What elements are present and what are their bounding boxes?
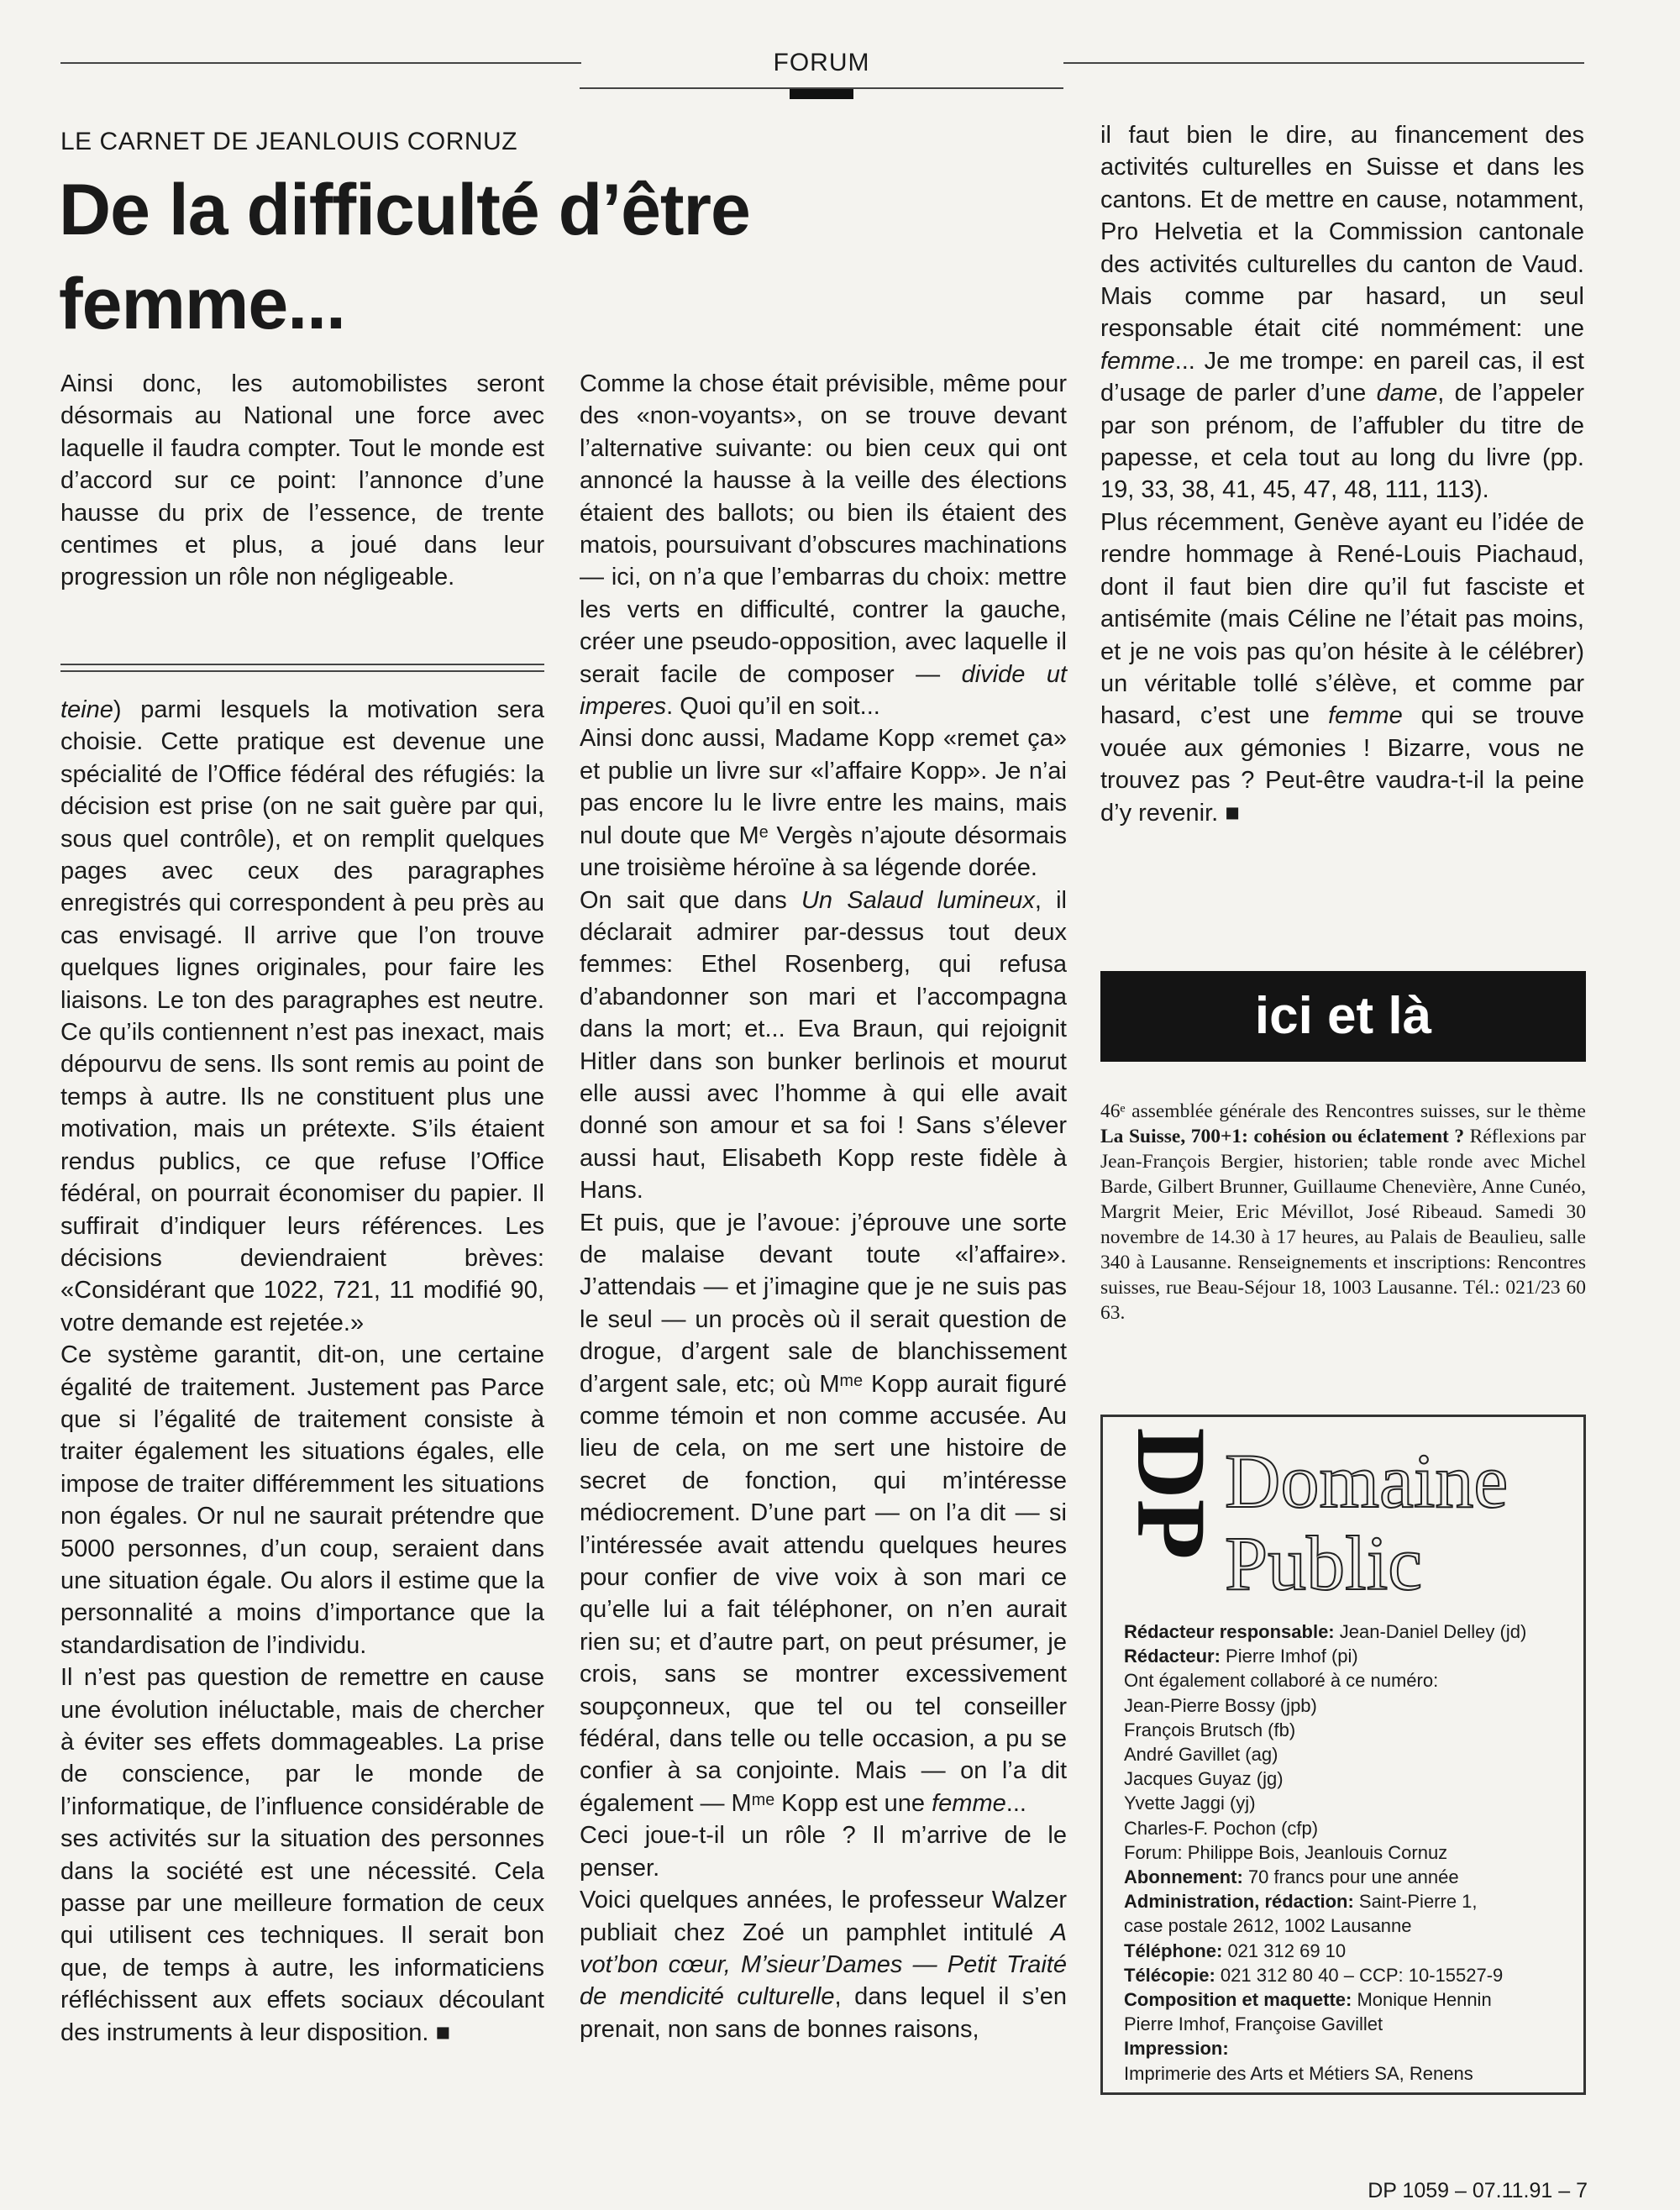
impressum-value: Pierre Imhof (pi) <box>1220 1646 1358 1667</box>
column-break-rule <box>60 664 544 665</box>
text: qui se trouve vouée aux gémonies ! Bizarre, vous ne trouvez pas ? Peut-être vaudra-t-il la peine d’y revenir. ■ <box>1100 702 1584 827</box>
column-2 <box>580 368 1067 2045</box>
impressum-value: 021 312 69 10 <box>1222 1940 1347 1961</box>
text: Réflexions par Jean-François Bergier, historien; table ronde avec Michel Barde, Gilbert Brunner, Guillaume Chenevière, Anne Cunéo, Margrit Meier, Eric Mévillot, José Ribeaud. Samedi 30 novembre de 14.30 à 17 heures, au Palais de Beaulieu, salle 340 à Lausanne. Renseignements et inscriptions: Rencontres suisses, rue Beau-Séjour 18, 1003 Lausanne. Tél.: 021/23 60 63. <box>1100 1126 1586 1324</box>
impressum-line <box>1124 1718 1578 1742</box>
dp-letters-text: DP <box>1116 1427 1226 1560</box>
impressum-label: Abonnement: <box>1124 1866 1243 1888</box>
impressum-line <box>1124 1816 1578 1840</box>
column-1-intro <box>60 368 544 594</box>
text: On sait que dans <box>580 886 801 914</box>
impressum-line <box>1124 1791 1578 1815</box>
column-3 <box>1100 119 1584 829</box>
top-rule-right <box>1063 62 1584 64</box>
top-rule-left <box>60 62 581 64</box>
paragraph <box>1100 507 1584 829</box>
impressum-value: François Brutsch (fb) <box>1124 1719 1296 1740</box>
impressum-value: Jean-Pierre Bossy (jpb) <box>1124 1694 1317 1716</box>
text: ... <box>1005 1789 1026 1817</box>
impressum-value: Saint-Pierre 1, <box>1353 1891 1478 1913</box>
column-break-rule <box>60 670 544 672</box>
impressum-line <box>1124 2012 1578 2036</box>
page-footer: DP 1059 – 07.11.91 – 7 <box>1368 2179 1588 2202</box>
impressum-line <box>1124 1693 1578 1718</box>
ici-et-la-banner: ici et là <box>1100 971 1586 1062</box>
domaine-public-logo <box>1220 1438 1572 1606</box>
impressum-line <box>1124 1668 1578 1693</box>
impressum-value: Charles-F. Pochon (cfp) <box>1124 1817 1319 1839</box>
impressum-line <box>1124 1619 1578 1644</box>
paragraph: Ce système garantit, dit-on, une certaine égalité de traitement. Justement pas Parce que si l’égalité de traitement consiste à traiter également les situations égales, elle impose de traiter différemment les situations non égales. Or nul ne saurait prétendre que 5000 personnes, d’un coup, seraient dans une situation égale. Ou alors il estime que la personnalité a moins d’importance que la standardisation de l’individu. <box>60 1341 544 1659</box>
impressum-label: Rédacteur: <box>1124 1646 1221 1667</box>
text: il faut bien le dire, au financement des activités culturelles en Suisse et dans les cantons. Et de mettre en cause, notamment, Pro Helvetia et la Commission cantonale des activités culturelles du canton de Vaud. Mais comme par hasard, un seul responsable était cité nommément: une <box>1100 122 1584 343</box>
headline: De la difficulté d’être femme... <box>59 170 750 344</box>
paragraph: Ainsi donc aussi, Madame Kopp «remet ça» et publie un livre sur «l’affaire Kopp». Je n’ai pas encore lu le livre entre les mains, mais nul doute que Mᵉ Vergès n’ajoute désormais une troisième héroïne à sa légende dorée. <box>580 725 1067 882</box>
text: . Quoi qu’il en soit... <box>666 693 880 721</box>
impressum-line <box>1124 1987 1578 2012</box>
impressum-label: Téléphone: <box>1124 1940 1223 1961</box>
impressum-label: Composition et maquette: <box>1124 1989 1352 2011</box>
paragraph <box>580 885 1067 1207</box>
impressum-label: Télécopie: <box>1124 1964 1215 1986</box>
dp-logo-letters <box>1110 1427 1226 1591</box>
text: Plus récemment, Genève ayant eu l’idée de rendre hommage à René-Louis Piachaud, dont il faut bien dire qu’il fut fasciste et antisémite (mais Céline ne l’était pas moins, et je ne vois pas qu’on hésite à le célébrer) un véritable tollé s’élève, et comme par hasard, c’est une <box>1100 508 1584 730</box>
impressum-value: case postale 2612, 1002 Lausanne <box>1124 1915 1412 1937</box>
impressum-line <box>1124 1742 1578 1766</box>
impressum-value: Forum: Philippe Bois, Jeanlouis Cornuz <box>1124 1841 1448 1863</box>
paragraph <box>580 1207 1067 1820</box>
emphasis: teine <box>60 696 113 723</box>
text: ) parmi lesquels la motivation sera choisie. Cette pratique est devenue une spécialité de l’Office fédéral des réfugiés: la décision est prise (on ne sait guère par qui, sous quel contrôle), et on remplit quelques pages avec ceux des paragraphes enregistrés qui correspondent à peu près au cas envisagé. Il arrive que l’on trouve quelques lignes originales, pour faire les liaisons. Le ton des paragraphes est neutre. Ce qu’ils contiennent n’est pas inexact, mais dépourvu de sens. Ils sont remis au point de temps à autre. Ils ne constituent plus une motivation, mais un prétexte. S’ils étaient rendus publics, ce que refuse l’Office fédéral, on pourrait économiser du papier. Il suffirait d’indiquer leurs références. Les décisions deviendraient brèves: «Considérant que 1022, 721, 11 modifié 90, votre demande est rejetée.» <box>60 696 544 1336</box>
impressum-value: 70 francs pour une année <box>1242 1866 1459 1888</box>
paragraph: Il n’est pas question de remettre en cause une évolution inéluctable, mais de chercher à éviter ses effets dommageables. La prise de conscience, par le monde de l’informatique, de l’influence considérable de ses activités sur la situation des personnes dans la société est une nécessité. Cela passe par une meilleure formation de ceux qui utilisent ces techniques. Il serait bon que, de temps à autre, les informaticiens réfléchissent aux effets sociaux découlant des instruments à leur disposition. ■ <box>60 1664 544 2046</box>
impressum-label: Rédacteur responsable: <box>1124 1621 1335 1642</box>
text: ... Je me trompe: en pareil cas, il est d’usage de parler d’une <box>1100 347 1584 407</box>
logo-line-1: Domaine <box>1225 1438 1509 1524</box>
emphasis: femme <box>932 1789 1006 1817</box>
impressum-value: Pierre Imhof, Françoise Gavillet <box>1124 2013 1383 2035</box>
section-marker <box>790 89 853 99</box>
ici-et-la-text <box>1100 1099 1586 1325</box>
impressum-label: Administration, rédaction: <box>1124 1891 1354 1913</box>
text: , dans lequel il s’en prenait, non sans de bonnes raisons, <box>580 1983 1068 2043</box>
emphasis: dame <box>1376 380 1438 407</box>
text: , de l’appeler par son prénom, de l’affubler du titre de papesse, et cela tout au long du livre (pp. 19, 33, 38, 41, 45, 47, 48, 111, 113). <box>1100 380 1584 504</box>
emphasis: A vot’bon cœur, M’sieur’Dames — Petit Traité de mendicité culturelle <box>580 1919 1067 2011</box>
emphasis: Un Salaud lumineux <box>801 886 1035 914</box>
kicker: LE CARNET DE JEANLOUIS CORNUZ <box>60 128 518 155</box>
paragraph <box>580 1884 1067 2045</box>
impressum-line <box>1124 1963 1578 1987</box>
paragraph <box>60 694 544 1339</box>
impressum <box>1124 1619 1578 2086</box>
text: 46ᵉ assemblée générale des Rencontres suisses, sur le thème <box>1100 1100 1586 1122</box>
paragraph <box>580 368 1067 722</box>
impressum-value: Imprimerie des Arts et Métiers SA, Renens <box>1124 2062 1473 2084</box>
impressum-value: 021 312 80 40 – CCP: 10-15527-9 <box>1215 1964 1504 1986</box>
bold-text: La Suisse, 700+1: cohésion ou éclatement ? <box>1100 1126 1465 1147</box>
impressum-value: Jacques Guyaz (jg) <box>1124 1768 1284 1790</box>
text: , il déclarait admirer par-dessus tout deux femmes: Ethel Rosenberg, qui refusa d’abandonner son mari et l’accompagna dans la mort; et... Eva Braun, qui rejoignit Hitler dans son bunker berlinois et mourut elle aussi avec l’homme à qui elle avait donné son amour et sa foi ! Sans s’élever aussi haut, Elisabeth Kopp reste fidèle à Hans. <box>580 886 1068 1205</box>
impressum-value: Jean-Daniel Delley (jd) <box>1334 1621 1527 1642</box>
impressum-line <box>1124 1913 1578 1938</box>
emphasis: femme <box>1100 347 1175 375</box>
paragraph: Ceci joue-t-il un rôle ? Il m’arrive de le penser. <box>580 1822 1067 1882</box>
impressum-line <box>1124 1889 1578 1913</box>
logo-line-2: Public <box>1225 1520 1423 1606</box>
impressum-value: Monique Hennin <box>1352 1989 1492 2011</box>
section-label: FORUM <box>773 49 870 76</box>
impressum-line <box>1124 1766 1578 1791</box>
impressum-value: André Gavillet (ag) <box>1124 1744 1278 1766</box>
impressum-line <box>1124 1865 1578 1889</box>
impressum-line <box>1124 1644 1578 1668</box>
column-1-body <box>60 694 544 2049</box>
paragraph <box>1100 119 1584 507</box>
text: Et puis, que je l’avoue: j’éprouve une sorte de malaise devant toute «l’affaire». J’attendais — et j’imagine que je ne suis pas le seul — un procès où il serait question de drogue, d’argent sale de blanchissement d’argent sale, etc; où Mᵐᵉ Kopp aurait figuré comme témoin et non comme accusée. Au lieu de cela, on me sert une histoire de secret de fonction, qui m’intéresse médiocrement. D’une part — on l’a dit — si l’intéressée avait attendu quelques heures pour confier de vive voix à son mari ce qu’elle lui a fait téléphoner, on n’en aurait rien su; et d’autre part, on peut présumer, je crois, sans se montrer excessivement soupçonneux, que tel ou tel conseiller fédéral, dans telle ou telle occasion, a pu se confier à sa conjointe. Mais — on l’a dit également — Mᵐᵉ Kopp est une <box>580 1209 1067 1817</box>
impressum-line <box>1124 2061 1578 2086</box>
impressum-value: Yvette Jaggi (yj) <box>1124 1793 1256 1814</box>
text: Voici quelques années, le professeur Walzer publiait chez Zoé un pamphlet intitulé <box>580 1887 1067 1946</box>
impressum-label: Impression: <box>1124 2038 1229 2060</box>
impressum-value: Ont également collaboré à ce numéro: <box>1124 1670 1439 1692</box>
emphasis: divide ut imperes <box>580 660 1068 721</box>
text: Comme la chose était prévisible, même pour des «non-voyants», on se trouve devant l’alternative suivante: ou bien ceux qui ont annoncé la hausse à la veille des élections étaient des ballots; ou bien ils étaient des matois, poursuivant d’obscures machinations — ici, on n’a que l’embarras du choix: mettre les verts en difficulté, contrer la gauche, créer une pseudo-opposition, avec laquelle il serait facile de composer — <box>580 370 1067 688</box>
impressum-line <box>1124 1840 1578 1865</box>
paragraph: Ainsi donc, les automobilistes seront désormais au National une force avec laquelle il faudra compter. Tout le monde est d’accord sur ce point: l’annonce d’une hausse du prix de l’essence, de trente centimes et plus, a joué dans leur progression un rôle non négligeable. <box>60 370 544 591</box>
emphasis: femme <box>1328 702 1403 730</box>
impressum-line <box>1124 1939 1578 1963</box>
impressum-line <box>1124 2036 1578 2060</box>
